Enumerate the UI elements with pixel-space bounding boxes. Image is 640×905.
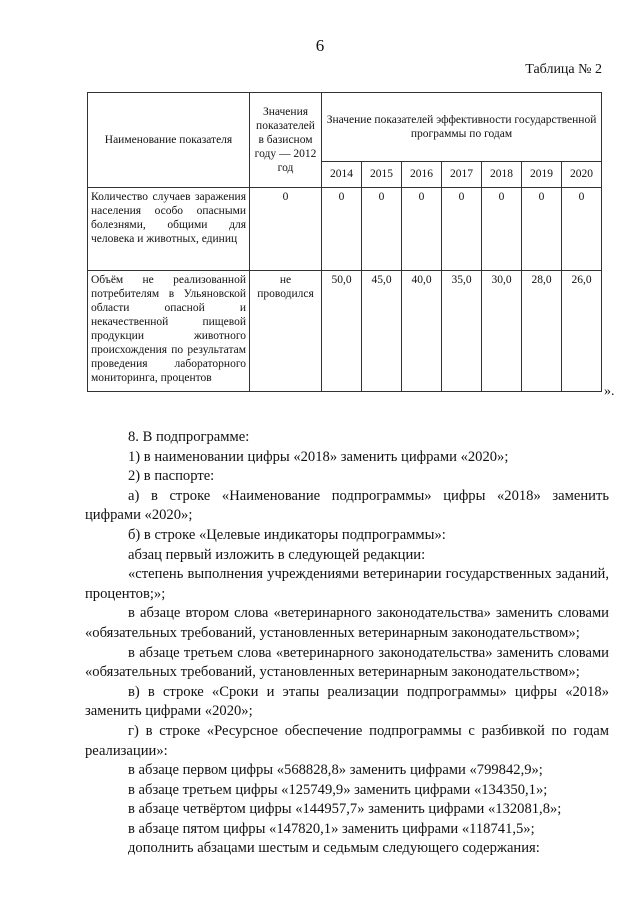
- year-value: 28,0: [522, 271, 562, 392]
- header-base-year: Значения показателей в базисном году — 2012 год: [250, 93, 322, 188]
- year-value: 0: [522, 188, 562, 271]
- header-year: 2015: [362, 162, 402, 188]
- table-row: [88, 188, 602, 271]
- year-value: 30,0: [482, 271, 522, 392]
- indicators-table: [87, 92, 602, 392]
- table-caption: Таблица № 2: [525, 62, 602, 77]
- base-value: не проводился: [250, 271, 322, 392]
- paragraph: 2) в паспорте:: [128, 468, 215, 485]
- paragraph: в абзаце четвёртом цифры «144957,7» заменить цифрами «132081,8»;: [128, 801, 562, 818]
- paragraph: абзац первый изложить в следующей редакции:: [128, 546, 426, 563]
- year-value: 0: [482, 188, 522, 271]
- paragraph: в абзаце пятом цифры «147820,1» заменить цифрами «118741,5»;: [128, 820, 535, 837]
- paragraph: б) в строке «Целевые индикаторы подпрограммы»:: [128, 526, 446, 543]
- year-value: 0: [322, 188, 362, 271]
- header-year: 2016: [402, 162, 442, 188]
- year-value: 40,0: [402, 271, 442, 392]
- header-year: 2019: [522, 162, 562, 188]
- header-indicator-name: Наименование показателя: [88, 93, 250, 188]
- header-years-group: Значение показателей эффективности государственной программы по годам: [322, 93, 602, 162]
- year-value: 50,0: [322, 271, 362, 392]
- year-value: 0: [402, 188, 442, 271]
- year-value: 45,0: [362, 271, 402, 392]
- amendment-text: [85, 428, 609, 859]
- paragraph: в абзаце втором слова «ветеринарного законодательства» заменить словами «обязательных требований, установленных ветеринарным законодательством»;: [85, 605, 609, 641]
- paragraph: в) в строке «Сроки и этапы реализации подпрограммы» цифры «2018» заменить цифрами «2020»;: [85, 683, 609, 720]
- year-value: 0: [442, 188, 482, 271]
- closing-quote-mark: ».: [604, 384, 615, 399]
- table-row: [88, 271, 602, 392]
- indicator-name: Объём не реализованной потребителям в Ульяновской области опасной и некачественной пищевой продукции животного происхождения по результатам проведения лабораторного мониторинга, процентов: [88, 271, 250, 392]
- paragraph: «степень выполнения учреждениями ветеринарии государственных заданий, процентов;»;: [85, 566, 609, 602]
- indicator-name: Количество случаев заражения населения особо опасными болезнями, общими для человека и животных, единиц: [88, 188, 250, 271]
- page-number: 6: [315, 36, 325, 55]
- year-value: 0: [562, 188, 602, 271]
- header-year: 2014: [322, 162, 362, 188]
- header-year: 2017: [442, 162, 482, 188]
- year-value: 35,0: [442, 271, 482, 392]
- year-value: 26,0: [562, 271, 602, 392]
- header-year: 2020: [562, 162, 602, 188]
- paragraph: 8. В подпрограмме:: [128, 429, 250, 445]
- paragraph: дополнить абзацами шестым и седьмым следующего содержания:: [128, 840, 540, 857]
- paragraph: в абзаце третьем слова «ветеринарного законодательства» заменить словами «обязательных требований, установленных ветеринарным законодательством»;: [85, 644, 609, 681]
- year-value: 0: [362, 188, 402, 271]
- header-year: 2018: [482, 162, 522, 188]
- paragraph: в абзаце первом цифры «568828,8» заменить цифрами «799842,9»;: [128, 762, 543, 779]
- paragraph: в абзаце третьем цифры «125749,9» заменить цифрами «134350,1»;: [128, 781, 548, 798]
- paragraph: 1) в наименовании цифры «2018» заменить цифрами «2020»;: [128, 448, 509, 465]
- paragraph: а) в строке «Наименование подпрограммы» цифры «2018» заменить цифрами «2020»;: [85, 487, 609, 524]
- paragraph: г) в строке «Ресурсное обеспечение подпрограммы с разбивкой по годам реализации»:: [85, 722, 609, 759]
- base-value: 0: [250, 188, 322, 271]
